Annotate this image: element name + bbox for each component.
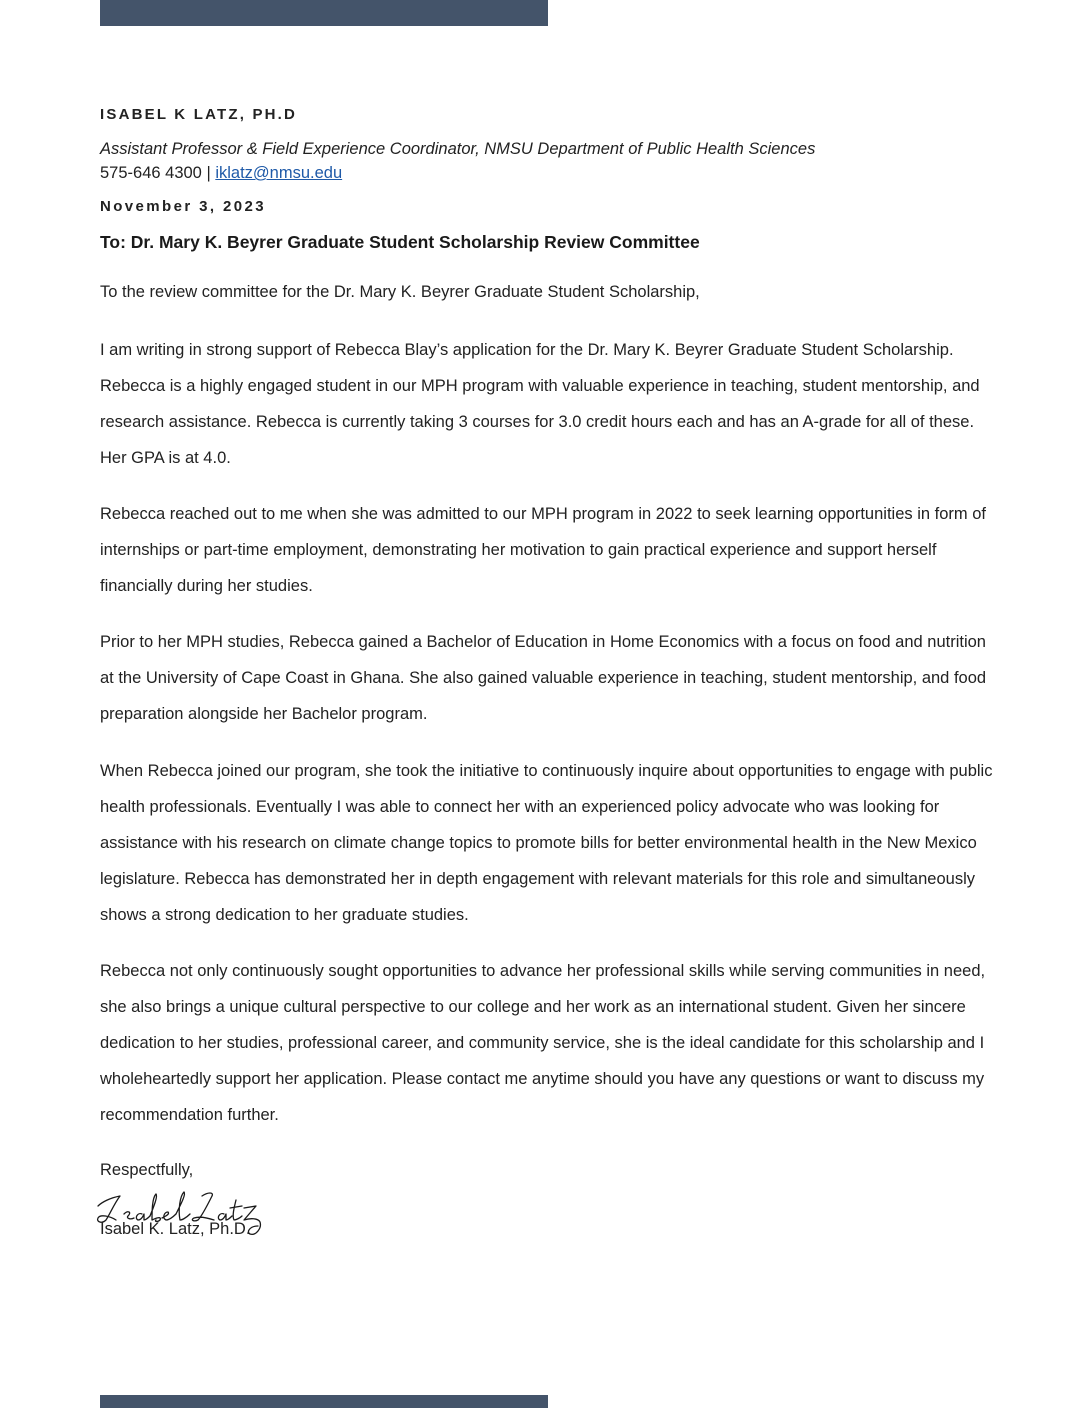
salutation: To the review committee for the Dr. Mary K. Beyrer Graduate Student Scholarship, [100,283,700,301]
email-link[interactable]: iklatz@nmsu.edu [215,164,343,182]
body-paragraph-2: Rebecca reached out to me when she was admitted to our MPH program in 2022 to seek learning opportunities in form of internships or part-time employment, demonstrating her motivation to gain practical experience and support herself financially during her studies. [100,505,986,595]
author-title: Assistant Professor & Field Experience Coordinator, NMSU Department of Public Health Sciences [100,140,816,158]
body-paragraph-4: When Rebecca joined our program, she took the initiative to continuously inquire about opportunities to engage with public health professionals. Eventually I was able to connect her with an experienced policy advocate who was looking for assistance with his research on climate change topics to promote bills for better environmental health in the New Mexico legislature. Rebecca has demonstrated her in depth engagement with relevant materials for this role and simultaneously shows a strong dedication to her graduate studies. [100,762,993,924]
body-paragraph-1: I am writing in strong support of Rebecca Blay’s application for the Dr. Mary K. Beyrer Graduate Student Scholarship. Rebecca is a highly engaged student in our MPH program with valuable experience in teaching, student mentorship, and research assistance. Rebecca is currently taking 3 courses for 3.0 credit hours each and has an A-grade for all of these. Her GPA is at 4.0. [100,341,980,467]
header-accent-bar [100,0,548,26]
phone-number: 575-646 4300 [100,164,202,182]
closing: Respectfully, [100,1161,194,1179]
footer-accent-bar [100,1395,548,1408]
body-paragraph-3: Prior to her MPH studies, Rebecca gained a Bachelor of Education in Home Economics with a focus on food and nutrition at the University of Cape Coast in Ghana. She also gained valuable experience in teaching, student mentorship, and food preparation alongside her Bachelor program. [100,633,987,723]
letter-date: November 3, 2023 [100,198,266,215]
recipient-heading: To: Dr. Mary K. Beyrer Graduate Student Scholarship Review Committee [100,232,700,252]
signer-name: Isabel K. Latz, Ph.D. [100,1220,251,1238]
contact-line [100,164,342,183]
contact-separator: | [201,164,216,182]
body-paragraph-5: Rebecca not only continuously sought opportunities to advance her professional skills while serving communities in need, she also brings a unique cultural perspective to our college and her work as an international student. Given her sincere dedication to her studies, professional career, and community service, she is the ideal candidate for this scholarship and I wholeheartedly support her application. Please contact me anytime should you have any questions or want to discuss my recommendation further. [100,962,986,1124]
author-name: ISABEL K LATZ, PH.D [100,106,298,123]
